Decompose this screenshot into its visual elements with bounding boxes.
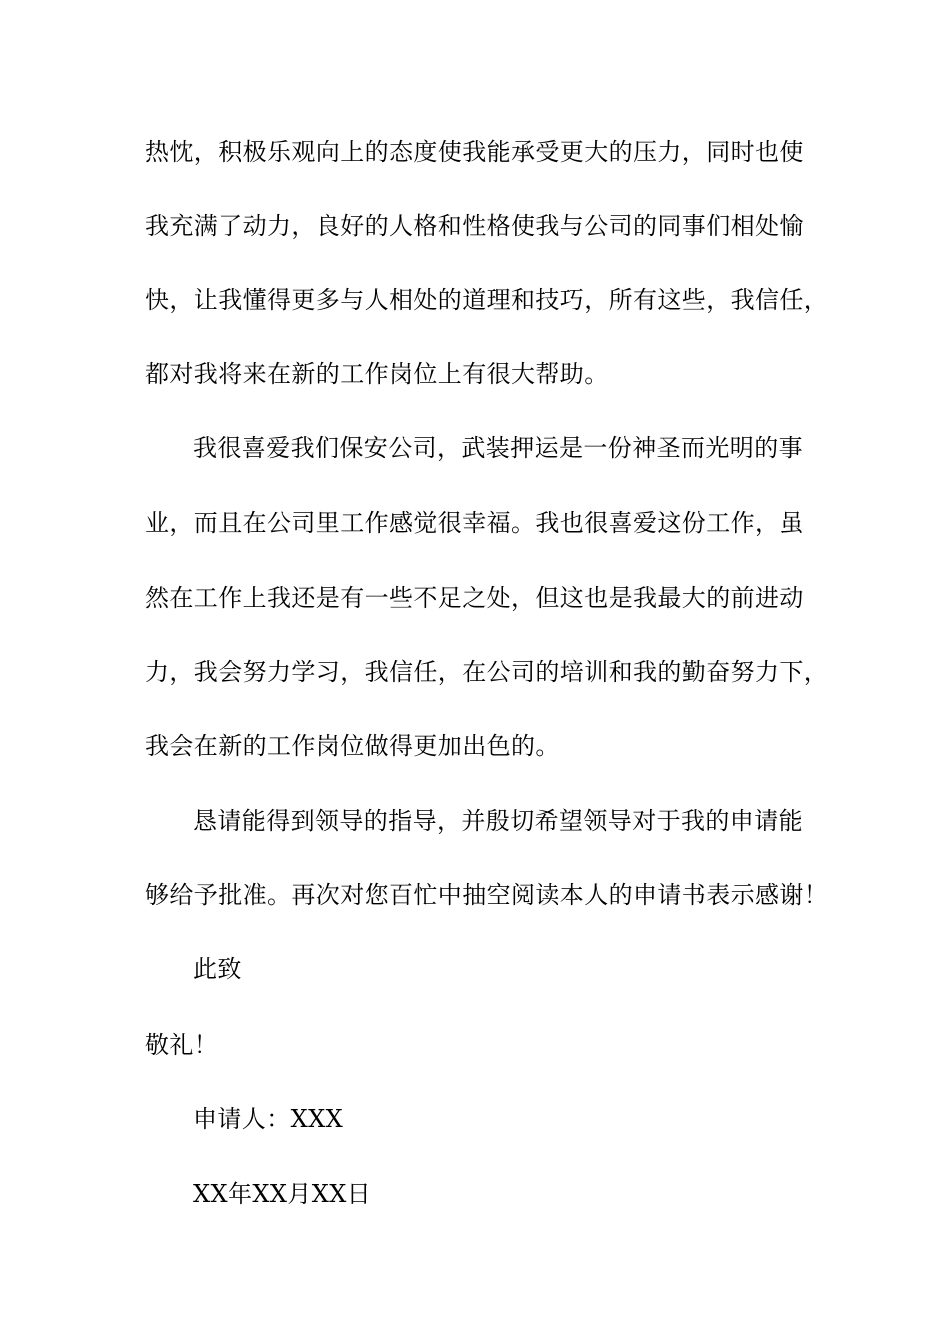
paragraph-line: 我充满了动力，良好的人格和性格使我与公司的同事们相处愉 [145,212,804,240]
paragraph-line: 都对我将来在新的工作岗位上有很大帮助。 [145,360,609,388]
paragraph-line: 力，我会努力学习，我信任，在公司的培训和我的勤奋努力下， [145,658,829,686]
paragraph-line: 然在工作上我还是有一些不足之处，但这也是我最大的前进动 [145,584,804,612]
closing-salutation: 此致 [193,955,242,983]
paragraph-line: 热忱，积极乐观向上的态度使我能承受更大的压力，同时也使 [145,138,804,166]
paragraph-line: 我会在新的工作岗位做得更加出色的。 [145,732,560,760]
paragraph-line: 我很喜爱我们保安公司，武装押运是一份神圣而光明的事 [193,434,803,462]
paragraph-line: 够给予批准。再次对您百忙中抽空阅读本人的申请书表示感谢！ [145,881,829,909]
document-date: XX年XX月XX日 [193,1180,372,1208]
paragraph-line: 快，让我懂得更多与人相处的道理和技巧，所有这些，我信任， [145,286,829,314]
closing-regards: 敬礼！ [145,1031,219,1059]
paragraph-line: 恳请能得到领导的指导，并殷切希望领导对于我的申请能 [193,807,803,835]
applicant-signature: 申请人：XXX [193,1105,344,1133]
paragraph-line: 业，而且在公司里工作感觉很幸福。我也很喜爱这份工作，虽 [145,509,804,537]
